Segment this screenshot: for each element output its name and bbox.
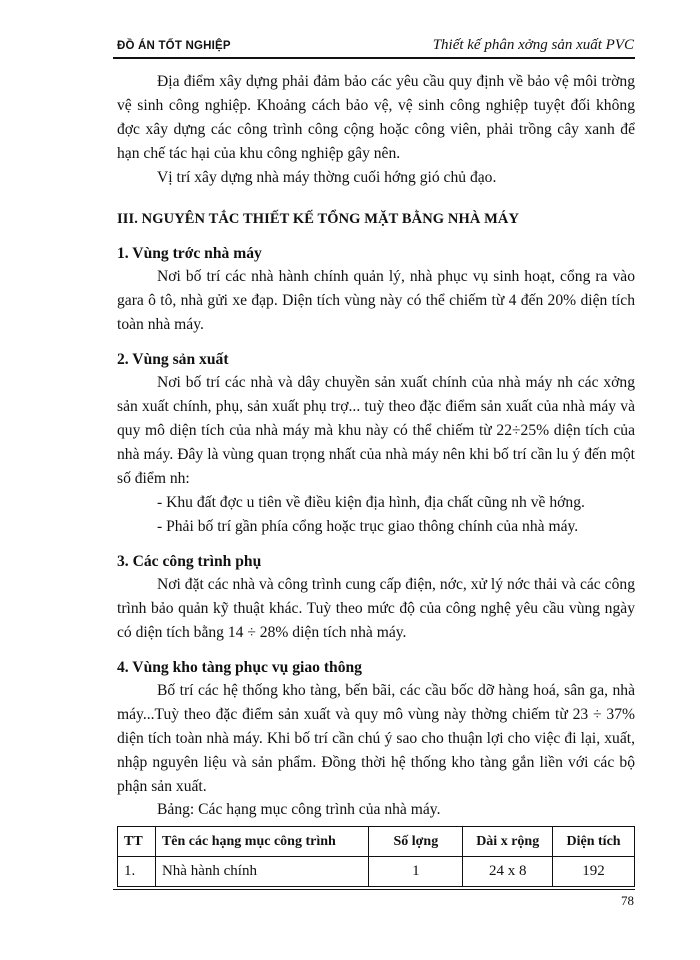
section-heading: III. NGUYÊN TẮC THIẾT KẾ TỔNG MẶT BẰNG NHÀ MÁY [117,211,520,227]
table-caption: Bảng: Các hạng mục công trình của nhà máy. [157,801,441,818]
footer-rule [113,889,635,890]
col-header-dimensions: Dài x rộng [463,827,553,857]
cell-name: Nhà hành chính [155,857,368,887]
table-header-row [118,827,635,857]
intro-paragraph-1: Địa điểm xây dựng phải đảm bảo các yêu cầu quy định về bảo vệ môi trờng vệ sinh công nghiệp. Khoảng cách bảo vệ, vệ sinh công nghiệp tuyệt đối không đợc xây dựng các công trình công cộng hoặc công viên, phải trồng cây xanh để hạn chế tác hại của khu công nghiệp gây nên. [117,73,635,162]
cell-dimensions: 24 x 8 [463,857,553,887]
page-content [117,70,635,887]
zone-bullet-2: - Phải bố trí gần phía cổng hoặc trục giao thông chính của nhà máy. [157,518,579,535]
zone-heading-2: 2. Vùng sản xuất [117,351,229,368]
zone-paragraph-3: Nơi đặt các nhà và công trình cung cấp điện, nớc, xử lý nớc thải và các công trình bảo quản kỹ thuật khác. Tuỳ theo mức độ của công nghệ yêu cầu vùng ngày có diện tích bằng 14 ÷ 28% diện tích nhà máy. [117,576,635,641]
header-right-title: Thiết kế phân xởng sản xuất PVC [432,37,634,53]
cell-tt: 1. [118,857,156,887]
page-number: 78 [621,893,634,908]
zone-heading-3: 3. Các công trình phụ [117,553,262,570]
col-header-name: Tên các hạng mục công trình [155,827,368,857]
cell-quantity: 1 [369,857,463,887]
zone-heading-4: 4. Vùng kho tàng phục vụ giao thông [117,659,362,676]
col-header-tt: TT [118,827,156,857]
zone-paragraph-2: Nơi bố trí các nhà và dây chuyền sản xuất chính của nhà máy nh các xởng sản xuất chính, phụ, sản xuất phụ trợ... tuỳ theo đặc điểm sản xuất của nhà máy và quy mô diện tích của nhà máy mà khu này có thể chiếm từ 22÷25% diện tích của nhà máy. Đây là vùng quan trọng nhất của nhà máy nên khi bố trí cần lu ý đến một số điểm nh: [117,374,635,487]
col-header-area: Diện tích [553,827,635,857]
intro-paragraph-2: Vị trí xây dựng nhà máy thờng cuối hớng gió chủ đạo. [157,169,497,186]
zone-paragraph-4: Bố trí các hệ thống kho tàng, bến bãi, các cầu bốc dỡ hàng hoá, sân ga, nhà máy...Tuỳ theo đặc điểm sản xuất và quy mô vùng này thờng chiếm từ 23 ÷ 37% diện tích toàn nhà máy. Khi bố trí cần chú ý sao cho thuận lợi cho việc đi lại, xuất, nhập nguyên liệu và sản phẩm. Đồng thời hệ thống kho tàng gắn liền với các bộ phận sản xuất. [117,682,635,795]
header-rule [113,57,635,59]
header-left-title: ĐỒ ÁN TỐT NGHIỆP [117,40,231,52]
cell-area: 192 [553,857,635,887]
table-row [118,857,635,887]
zone-heading-1: 1. Vùng trớc nhà máy [117,245,262,262]
col-header-quantity: Số lợng [369,827,463,857]
zone-bullet-1: - Khu đất đợc u tiên về điều kiện địa hình, địa chất cũng nh về hớng. [157,494,585,511]
zone-paragraph-1: Nơi bố trí các nhà hành chính quản lý, nhà phục vụ sinh hoạt, cổng ra vào gara ô tô, nhà gửi xe đạp. Diện tích vùng này có thể chiếm từ 4 đến 20% diện tích toàn nhà máy. [117,268,635,333]
facility-table [117,826,635,887]
